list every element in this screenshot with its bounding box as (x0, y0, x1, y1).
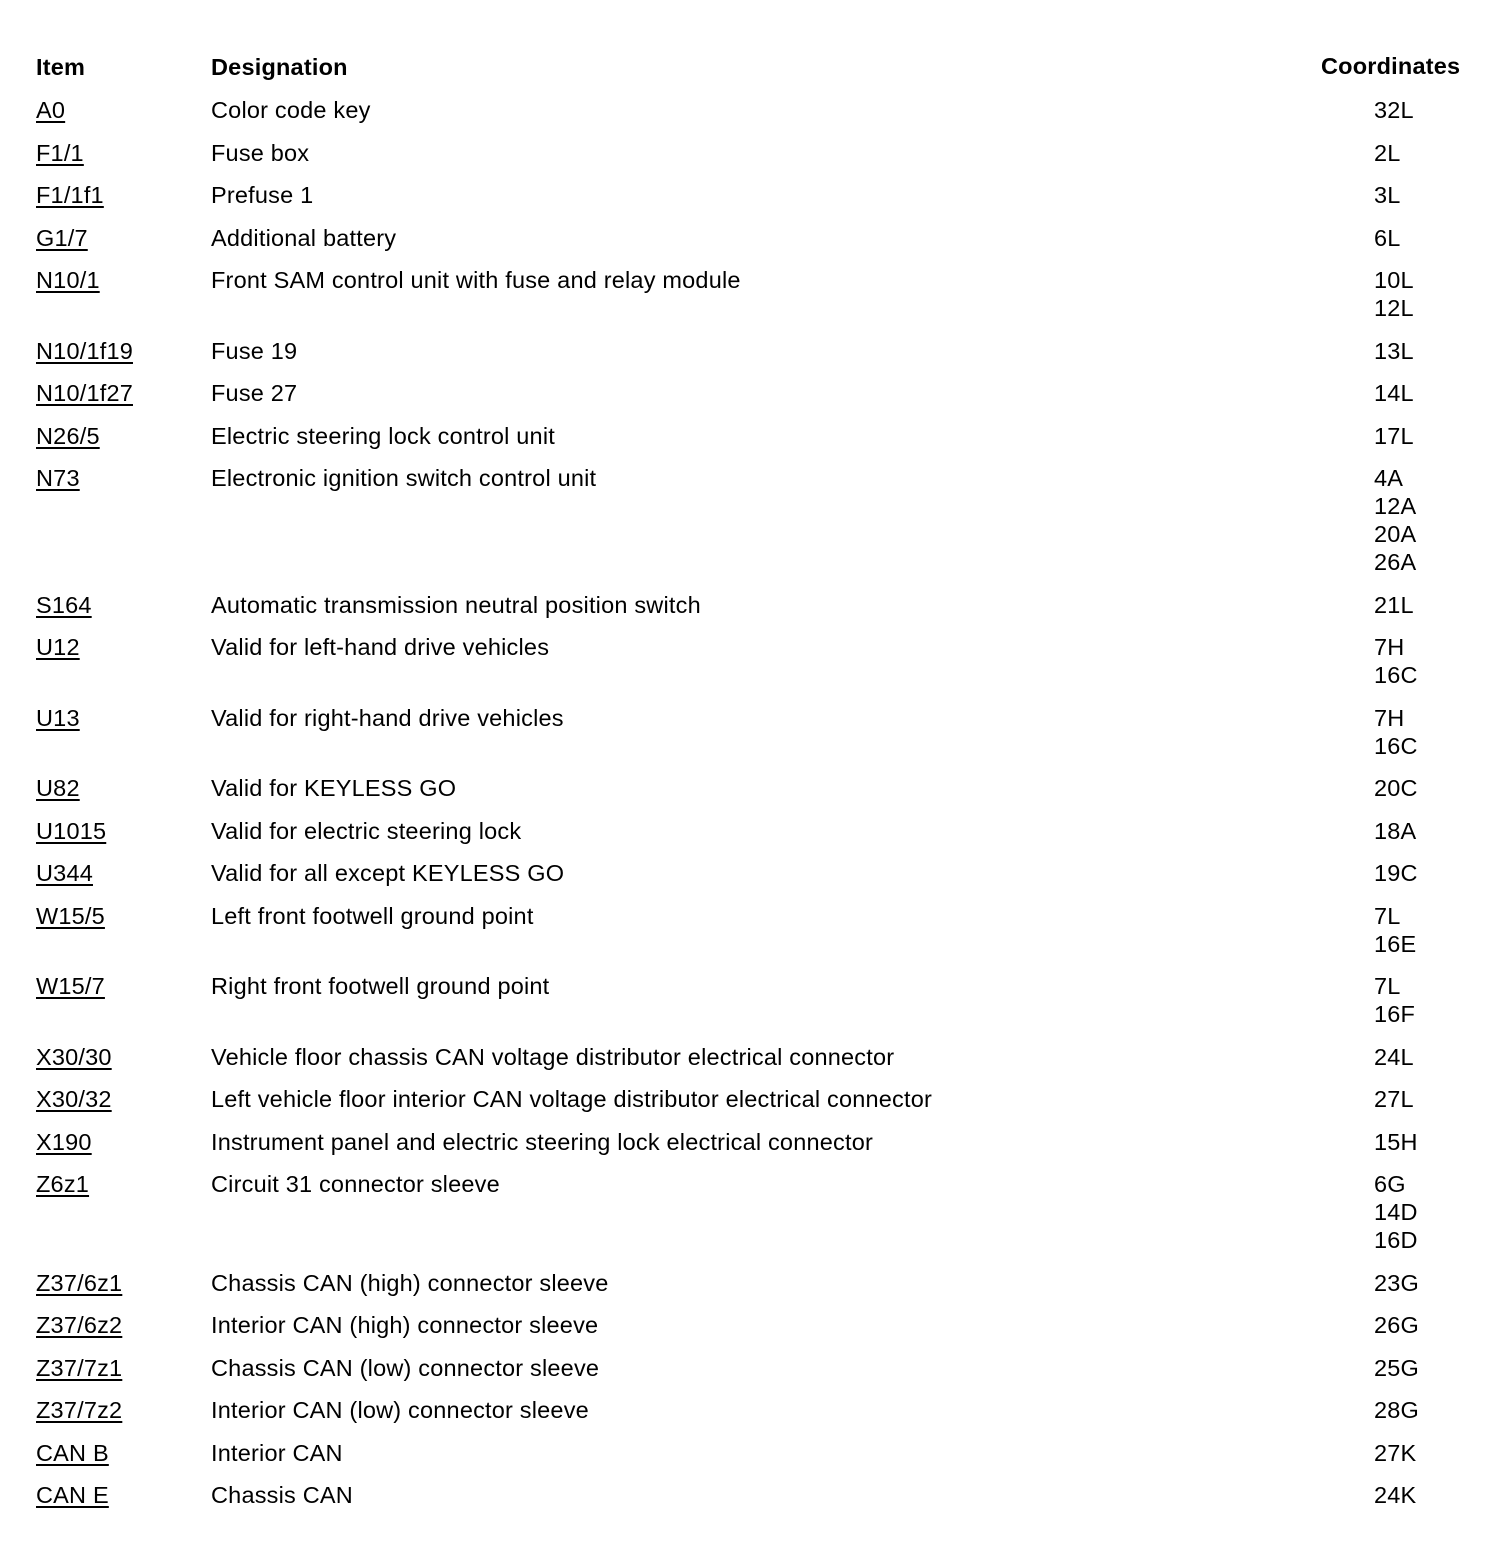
item-link[interactable]: G1/7 (36, 224, 88, 251)
coordinate-value: 2L (1374, 139, 1401, 166)
item-link[interactable]: X190 (36, 1128, 92, 1155)
coordinate-value: 6L (1374, 224, 1401, 251)
table-row (0, 1043, 1504, 1071)
coordinates-cell (1374, 633, 1418, 689)
table-row (0, 972, 1504, 1028)
table-header (0, 54, 1504, 84)
item-link[interactable]: U12 (36, 634, 80, 660)
item-link[interactable]: N73 (36, 465, 80, 491)
coordinates-cell (1374, 181, 1401, 209)
table-row (0, 379, 1504, 407)
coordinates-cell (1374, 266, 1414, 322)
item-link[interactable]: S164 (36, 591, 92, 618)
table-row (0, 181, 1504, 209)
coordinates-cell (1374, 591, 1414, 619)
table-row (0, 902, 1504, 958)
item-link[interactable]: X30/32 (36, 1086, 112, 1112)
table-row (0, 1085, 1504, 1113)
designation-text: Circuit 31 connector sleeve (211, 1171, 500, 1197)
designation-text: Interior CAN (low) connector sleeve (211, 1397, 589, 1423)
table-row (0, 266, 1504, 322)
coordinates-cell (1374, 379, 1414, 407)
table-row (0, 1269, 1504, 1297)
table-row (0, 774, 1504, 802)
designation-text: Instrument panel and electric steering lock electrical connector (211, 1128, 873, 1155)
designation-text: Valid for right-hand drive vehicles (211, 704, 564, 731)
coordinates-cell (1374, 1043, 1414, 1071)
item-link[interactable]: W15/7 (36, 973, 105, 999)
designation-text: Right front footwell ground point (211, 973, 550, 999)
designation-text: Valid for electric steering lock (211, 817, 522, 844)
table-row (0, 1481, 1504, 1509)
item-link[interactable]: N26/5 (36, 422, 100, 449)
coordinates-cell (1374, 902, 1416, 958)
table-row (0, 224, 1504, 252)
table-row (0, 464, 1504, 576)
coordinate-value: 16C (1374, 662, 1418, 688)
table-row (0, 1354, 1504, 1382)
designation-text: Fuse 19 (211, 337, 298, 364)
coordinate-value: 12L (1374, 295, 1414, 321)
coordinate-value: 16F (1374, 1001, 1416, 1027)
coordinate-value: 20A (1374, 521, 1417, 547)
coordinate-value: 6G (1374, 1171, 1406, 1197)
coordinate-value: 16C (1374, 732, 1418, 759)
coordinates-cell (1374, 774, 1418, 802)
coordinate-value: 24K (1374, 1482, 1417, 1508)
coordinate-value: 28G (1374, 1397, 1420, 1423)
item-link[interactable]: A0 (36, 97, 66, 123)
item-link[interactable]: Z6z1 (36, 1171, 90, 1197)
designation-text: Left vehicle floor interior CAN voltage distributor electrical connector (211, 1086, 933, 1112)
item-link[interactable]: U344 (36, 860, 93, 886)
item-link[interactable]: N10/1f19 (36, 337, 133, 364)
coordinate-value: 32L (1374, 97, 1414, 123)
coordinate-value: 14D (1374, 1199, 1418, 1225)
coordinates-cell (1374, 1170, 1418, 1254)
coordinates-cell (1374, 1481, 1416, 1509)
coordinate-value: 20C (1374, 775, 1418, 801)
designation-text: Electronic ignition switch control unit (211, 465, 597, 491)
table-row (0, 422, 1504, 450)
designation-text: Valid for KEYLESS GO (211, 775, 457, 801)
table-row (0, 1128, 1504, 1156)
designation-text: Valid for left-hand drive vehicles (211, 634, 550, 660)
coordinates-cell (1374, 704, 1418, 760)
coordinate-value: 21L (1374, 591, 1414, 618)
coordinates-cell (1374, 1269, 1419, 1297)
item-link[interactable]: CAN B (36, 1439, 109, 1466)
table-row (0, 633, 1504, 689)
table-row (0, 337, 1504, 365)
table-row (0, 859, 1504, 887)
table-row (0, 1311, 1504, 1339)
coordinate-value: 23G (1374, 1269, 1420, 1296)
coordinate-value: 15H (1374, 1128, 1418, 1155)
item-link[interactable]: N10/1 (36, 267, 100, 293)
coordinate-value: 26A (1374, 549, 1417, 575)
coordinates-cell (1374, 139, 1401, 167)
coordinates-cell (1374, 1396, 1419, 1424)
coordinates-cell (1374, 1354, 1419, 1382)
coordinate-value: 27K (1374, 1439, 1417, 1466)
coordinate-value: 4A (1374, 465, 1404, 491)
column-header-item: Item (36, 54, 86, 80)
table-row (0, 817, 1504, 845)
coordinates-cell (1374, 224, 1401, 252)
coordinate-value: 24L (1374, 1043, 1414, 1070)
coordinate-value: 7L (1374, 973, 1401, 999)
component-table (0, 96, 1504, 1524)
coordinates-cell (1374, 1311, 1419, 1339)
item-link[interactable]: U1015 (36, 817, 107, 844)
table-row (0, 704, 1504, 760)
designation-text: Electric steering lock control unit (211, 422, 555, 449)
coordinate-value: 13L (1374, 337, 1414, 364)
coordinate-value: 26G (1374, 1312, 1420, 1338)
designation-text: Interior CAN (high) connector sleeve (211, 1312, 599, 1338)
coordinates-cell (1374, 972, 1415, 1028)
coordinate-value: 7H (1374, 634, 1405, 660)
item-link[interactable]: W15/5 (36, 902, 105, 929)
designation-text: Prefuse 1 (211, 182, 314, 208)
coordinate-value: 16D (1374, 1227, 1418, 1253)
designation-text: Valid for all except KEYLESS GO (211, 860, 565, 886)
coordinate-value: 10L (1374, 267, 1414, 293)
designation-text: Chassis CAN (low) connector sleeve (211, 1354, 600, 1381)
item-link[interactable]: U82 (36, 775, 80, 801)
coordinates-cell (1374, 464, 1416, 576)
item-link[interactable]: Z37/7z1 (36, 1354, 123, 1381)
coordinates-cell (1374, 1085, 1414, 1113)
coordinate-value: 3L (1374, 182, 1401, 208)
table-row (0, 1439, 1504, 1467)
designation-text: Chassis CAN (211, 1482, 353, 1508)
designation-text: Color code key (211, 97, 371, 123)
coordinate-value: 14L (1374, 380, 1414, 406)
designation-text: Front SAM control unit with fuse and relay module (211, 267, 741, 293)
coordinate-value: 12A (1374, 493, 1417, 519)
table-row (0, 139, 1504, 167)
column-header-designation: Designation (211, 54, 348, 80)
designation-text: Fuse box (211, 139, 310, 166)
item-link[interactable]: Z37/6z2 (36, 1312, 123, 1338)
item-link[interactable]: Z37/6z1 (36, 1269, 123, 1296)
table-row (0, 1170, 1504, 1254)
designation-text: Interior CAN (211, 1439, 343, 1466)
coordinate-value: 18A (1374, 817, 1417, 844)
item-link[interactable]: X30/30 (36, 1043, 112, 1070)
coordinate-value: 17L (1374, 422, 1414, 449)
coordinate-value: 7H (1374, 704, 1405, 731)
coordinate-value: 16E (1374, 930, 1417, 957)
coordinates-cell (1374, 817, 1416, 845)
item-link[interactable]: F1/1 (36, 139, 84, 166)
coordinate-value: 19C (1374, 860, 1418, 886)
table-row (0, 96, 1504, 124)
designation-text: Additional battery (211, 224, 397, 251)
item-link[interactable]: CAN E (36, 1482, 109, 1508)
item-link[interactable]: Z37/7z2 (36, 1397, 123, 1423)
designation-text: Automatic transmission neutral position switch (211, 591, 701, 618)
item-link[interactable]: F1/1f1 (36, 182, 104, 208)
coordinate-value: 7L (1374, 902, 1401, 929)
item-link[interactable]: U13 (36, 704, 80, 731)
table-row (0, 1396, 1504, 1424)
coordinates-cell (1374, 337, 1414, 365)
designation-text: Chassis CAN (high) connector sleeve (211, 1269, 609, 1296)
designation-text: Vehicle floor chassis CAN voltage distributor electrical connector (211, 1043, 895, 1070)
coordinates-cell (1374, 859, 1418, 887)
designation-text: Fuse 27 (211, 380, 298, 406)
coordinates-cell (1374, 422, 1414, 450)
coordinates-cell (1374, 1439, 1416, 1467)
coordinates-cell (1374, 1128, 1418, 1156)
coordinates-cell (1374, 96, 1414, 124)
coordinate-value: 25G (1374, 1354, 1420, 1381)
column-header-coordinates: Coordinates (1321, 53, 1461, 79)
table-row (0, 591, 1504, 619)
designation-text: Left front footwell ground point (211, 902, 534, 929)
item-link[interactable]: N10/1f27 (36, 380, 133, 406)
coordinate-value: 27L (1374, 1086, 1414, 1112)
